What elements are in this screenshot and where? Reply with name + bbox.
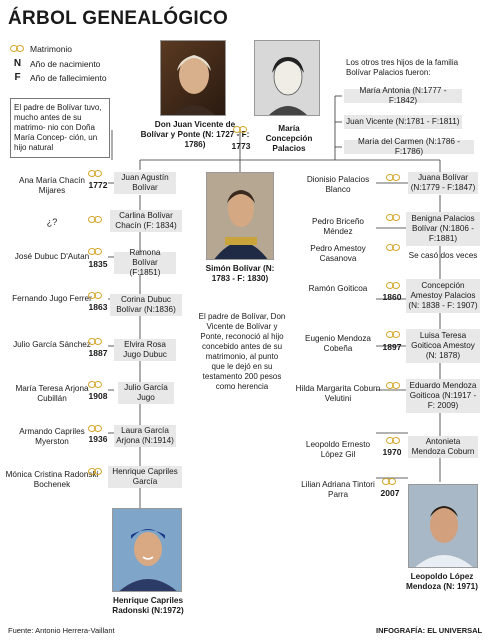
- page-title: ÁRBOL GENEALÓGICO: [8, 8, 229, 29]
- footer-credit: INFOGRAFÍA: EL UNIVERSAL: [376, 626, 483, 635]
- rings-icon: [88, 338, 103, 346]
- father-name: Don Juan Vicente de Bolívar y Ponte (N: 1727 - F: 1786): [140, 120, 250, 149]
- right-year-6: 1970: [382, 447, 402, 457]
- right-spouse-6: Leopoldo Ernesto López Gil: [305, 440, 371, 459]
- leopoldo-lopez-name: Leopoldo López Mendoza (N: 1971): [406, 572, 478, 591]
- simon-bolivar-portrait: [206, 172, 274, 260]
- left-spouse-5: María Teresa Arjona Cubillán: [15, 384, 89, 403]
- rings-icon: [386, 382, 401, 390]
- portrait-icon: [113, 509, 182, 592]
- legend-birth: N Año de nacimiento: [13, 58, 101, 69]
- right-child-1: Benigna Palacios Bolívar (N:1806 - F:1881): [406, 212, 480, 246]
- left-child-5: Julio García Jugo: [118, 382, 174, 404]
- right-year-7: 2007: [380, 488, 400, 498]
- sibling-juan-vicente: Juan Vicente (N:1781 - F:1811): [344, 115, 462, 129]
- henrique-capriles-portrait: [112, 508, 182, 592]
- marriage-year: 1773: [231, 141, 251, 151]
- left-year-6: 1936: [88, 434, 108, 444]
- left-child-4: Elvira Rosa Jugo Dubuc: [114, 339, 176, 361]
- left-year-4: 1887: [88, 348, 108, 358]
- left-year-0: 1772: [88, 180, 108, 190]
- right-spouse-5: Hilda Margarita Coburn Velutini: [295, 384, 381, 403]
- left-spouse-2: José Dubuc D'Autan: [14, 252, 90, 261]
- left-spouse-1: ¿?: [46, 217, 58, 227]
- rings-icon: [382, 478, 397, 486]
- left-child-7: Henrique Capriles García: [108, 466, 182, 488]
- legend-marriage: Matrimonio: [10, 44, 72, 54]
- right-child-3: Concepción Amestoy Palacios (N: 1838 - F: 1907): [406, 279, 480, 313]
- sibling-maria-del-carmen: María del Carmen (N:1786 - F:1786): [344, 140, 474, 154]
- rings-icon: [88, 425, 103, 433]
- right-spouse-3: Ramón Goiticoa: [308, 284, 368, 293]
- henrique-capriles-name: Henrique Capriles Radonski (N:1972): [112, 596, 184, 615]
- note-natural-son: El padre de Bolívar tuvo, mucho antes de su matrimo- nio con Doña María Concep- ción, un hijo natural: [10, 98, 110, 158]
- left-child-1: Carlina Bolívar Chacín (F: 1834): [110, 210, 182, 232]
- right-spouse-0: Dionisio Palacios Blanco: [306, 175, 370, 194]
- rings-icon: [386, 214, 401, 222]
- rings-icon: [88, 170, 103, 178]
- married-twice-note: Se casó dos veces: [408, 251, 478, 260]
- left-child-2: Ramona Bolívar (F:1851): [114, 252, 176, 274]
- father-portrait: [160, 40, 226, 116]
- rings-icon: [88, 292, 103, 300]
- portrait-icon: [255, 41, 320, 116]
- left-spouse-6: Armando Capriles Myerston: [19, 427, 85, 446]
- left-spouse-3: Fernando Jugo Ferrer: [12, 294, 92, 303]
- mother-name: María Concepción Palacios: [265, 124, 313, 153]
- rings-icon: [233, 126, 248, 134]
- mother-portrait: [254, 40, 320, 116]
- right-spouse-7: Lilian Adriana Tintori Parra: [301, 480, 375, 499]
- rings-icon: [88, 216, 103, 224]
- siblings-intro: Los otros tres hijos de la familia Bolívar Palacios fueron:: [346, 58, 459, 77]
- right-child-0: Juana Bolívar (N:1779 - F:1847): [408, 172, 478, 194]
- left-child-3: Corina Dubuc Bolívar (N:1836): [110, 294, 182, 316]
- left-spouse-0: Ana María Chacín Mijares: [19, 176, 85, 195]
- rings-icon: [386, 244, 401, 252]
- right-spouse-4: Eugenio Mendoza Cobeña: [304, 334, 371, 353]
- left-year-3: 1863: [88, 302, 108, 312]
- left-year-5: 1908: [88, 391, 108, 401]
- right-spouse-2: Pedro Amestoy Casanova: [310, 244, 366, 263]
- note-inheritance: El padre de Bolívar, Don Vicente de Bolívar y Ponte, reconoció al hijo concebido antes de su matrimonio, al punto que le dejó en su testamento 200 pesos como herencia: [198, 312, 286, 391]
- footer-source: Fuente: Antonio Herrera-Vaillant: [8, 626, 115, 635]
- portrait-icon: [207, 173, 274, 260]
- portrait-icon: [161, 41, 226, 116]
- left-child-0: Juan Agustín Bolívar: [114, 172, 176, 194]
- rings-icon: [386, 331, 401, 339]
- rings-icon: [88, 381, 103, 389]
- left-year-2: 1835: [88, 259, 108, 269]
- rings-icon: [386, 174, 401, 182]
- right-year-4: 1897: [382, 342, 402, 352]
- legend-death: F Año de fallecimiento: [14, 72, 107, 83]
- rings-icon: [88, 468, 103, 476]
- portrait-icon: [409, 485, 478, 568]
- right-year-3: 1860: [382, 292, 402, 302]
- right-child-6: Antonieta Mendoza Coburn: [408, 436, 478, 458]
- right-child-4: Luisa Teresa Goiticoa Amestoy (N: 1878): [406, 329, 480, 363]
- rings-icon: [10, 45, 25, 53]
- simon-bolivar-name: Simón Bolívar (N: 1783 - F: 1830): [205, 264, 275, 283]
- rings-icon: [386, 437, 401, 445]
- rings-icon: [386, 282, 401, 290]
- right-child-5: Eduardo Mendoza Goiticoa (N:1917 - F: 2009): [406, 379, 480, 413]
- rings-icon: [88, 248, 103, 256]
- sibling-maria-antonia: María Antonia (N:1777 - F:1842): [344, 89, 462, 103]
- left-spouse-7: Mónica Cristina Radonski Bochenek: [5, 470, 99, 489]
- left-spouse-4: Julio García Sánchez: [13, 340, 91, 349]
- left-child-6: Laura García Arjona (N:1914): [114, 425, 176, 447]
- right-spouse-1: Pedro Briceño Méndez: [312, 217, 364, 236]
- leopoldo-lopez-portrait: [408, 484, 478, 568]
